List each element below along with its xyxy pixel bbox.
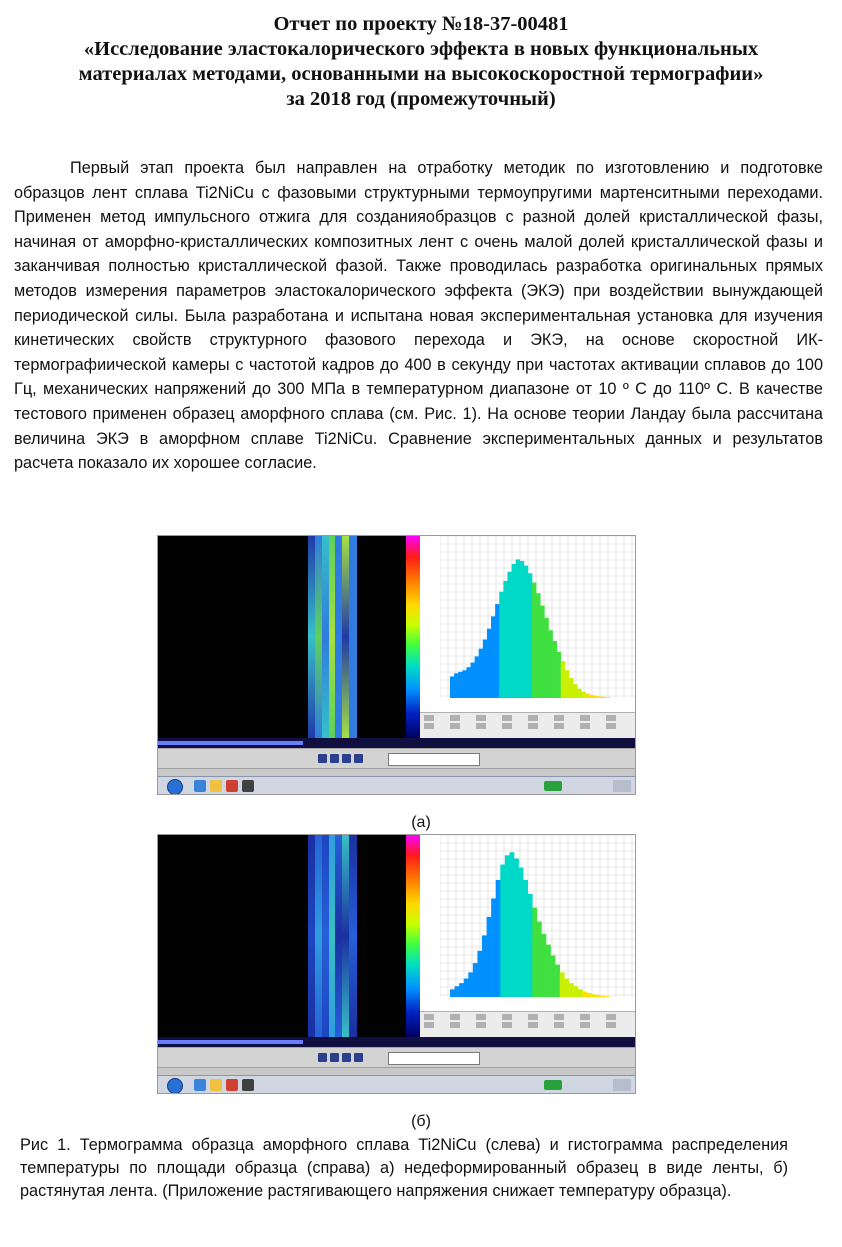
temperature-histogram xyxy=(440,835,635,1011)
histogram-bar xyxy=(548,630,552,698)
windows-taskbar xyxy=(158,1075,635,1094)
histogram-bar xyxy=(491,898,496,997)
histogram-bar xyxy=(555,965,560,997)
figure-label-b: (б) xyxy=(411,1113,431,1130)
histogram-bar xyxy=(450,676,454,698)
histogram-bar xyxy=(537,922,542,997)
histogram-bar xyxy=(454,673,458,698)
palette-scale xyxy=(420,835,440,1037)
histogram-bar xyxy=(557,652,561,698)
clock-area xyxy=(613,780,631,792)
histogram-bar xyxy=(524,566,528,698)
histogram-bar xyxy=(471,663,475,698)
temperature-palette xyxy=(406,536,420,738)
histogram-bar xyxy=(589,695,593,698)
histogram-bar xyxy=(466,667,470,698)
histogram-bar xyxy=(583,992,588,997)
histogram-bar xyxy=(606,697,610,698)
histogram-bar xyxy=(491,616,495,698)
histogram-bar xyxy=(479,649,483,698)
statistics-table xyxy=(420,1011,635,1038)
histogram-bar xyxy=(458,672,462,698)
thermogram-image xyxy=(158,536,406,738)
histogram-bar xyxy=(592,994,597,997)
histogram-bar xyxy=(585,693,589,698)
title-line-1: Отчет по проекту №18-37-00481 xyxy=(273,13,569,35)
histogram-bar xyxy=(541,934,546,997)
start-button-icon xyxy=(167,779,183,795)
tray-icon xyxy=(544,1080,562,1090)
histogram-bar xyxy=(496,880,501,997)
thermogram-strip-band xyxy=(349,835,356,1037)
histogram-bar xyxy=(500,865,505,997)
histogram-bar xyxy=(509,852,514,997)
histogram-bar xyxy=(587,993,592,997)
histogram-bar xyxy=(528,894,533,997)
title-line-3: материалах методами, основанными на высокоскоростной термографии» xyxy=(78,63,764,85)
frame-timeline xyxy=(158,738,635,748)
histogram-bar xyxy=(464,979,469,997)
histogram-bar xyxy=(605,996,610,997)
histogram-bar xyxy=(495,604,499,698)
body-paragraph: Первый этап проекта был направлен на отработку методик по изготовлению и подготовке образцов лент сплава Ti2NiCu с фазовыми структурными термоупругими мартенситными переходами. Применен метод импульсного отжига для созданияобразцов с разной долей кристаллической фазы, начиная от аморфно-кристаллических композитных лент с очень малой долей кристаллической фазы и заканчивая полностью кристаллической фазой. Также проводилась разработка оригинальных прямых методов измерения параметров эластокалорического эффекта (ЭКЭ) при воздействии вынуждающей периодической силы. Была разработана и испытана новая экспериментальная установка для изучения кинетических свойств структурного фазового перехода и ЭКЭ, на основе скоростной ИК-термографиической камеры с частотой кадров до 400 в секунду при частотах активации сплавов до 100 Гц, механических напряжений до 300 МПа в температурном диапазоне от 10 º С до 110º С. В качестве тестового применен образец аморфного сплава (см. Рис. 1). На основе теории Ландау была рассчитана величина ЭКЭ в аморфном сплаве Ti2NiCu. Сравнение экспериментальных данных и результатов расчета показало их хорошее согласие. xyxy=(14,159,823,473)
clock-area xyxy=(613,1079,631,1091)
thermography-screenshot-b xyxy=(157,834,636,1094)
player-controls xyxy=(158,748,635,769)
figure-label-a: (а) xyxy=(411,814,431,831)
histogram-bar xyxy=(532,908,537,997)
histogram-bar xyxy=(551,955,556,997)
temperature-palette xyxy=(406,835,420,1037)
histogram-bar xyxy=(573,684,577,698)
histogram-bar xyxy=(577,689,581,698)
histogram-bar xyxy=(553,641,557,698)
start-button-icon xyxy=(167,1078,183,1094)
palette-scale xyxy=(420,536,440,738)
histogram-bar xyxy=(514,858,519,997)
histogram-bar xyxy=(505,855,510,997)
temperature-histogram xyxy=(440,536,635,712)
histogram-bar xyxy=(475,656,479,698)
histogram-bar xyxy=(482,935,487,997)
thermogram-image xyxy=(158,835,406,1037)
thermogram-strip-band xyxy=(349,536,356,738)
histogram-bar xyxy=(462,670,466,698)
histogram-bar xyxy=(507,572,511,698)
report-title xyxy=(0,12,842,112)
frame-timeline xyxy=(158,1037,635,1047)
histogram-bar xyxy=(487,917,492,997)
histogram-bar xyxy=(581,692,585,698)
histogram-bar xyxy=(573,986,578,997)
histogram-bar xyxy=(487,629,491,698)
histogram-bar xyxy=(532,583,536,699)
histogram-bar xyxy=(536,593,540,698)
histogram-bar xyxy=(594,696,598,698)
histogram-bar xyxy=(473,963,478,997)
tray-icon xyxy=(544,781,562,791)
histogram-bar xyxy=(519,868,524,997)
histogram-bar xyxy=(544,618,548,698)
histogram-bar xyxy=(516,559,520,698)
histogram-bar xyxy=(598,696,602,698)
histogram-bar xyxy=(564,979,569,997)
thermography-screenshot-a xyxy=(157,535,636,795)
histogram-bar xyxy=(455,986,460,997)
histogram-bar xyxy=(602,697,606,698)
histogram-bar xyxy=(520,561,524,698)
title-line-4: за 2018 год (промежуточный) xyxy=(286,88,556,110)
histogram-bar xyxy=(569,678,573,698)
windows-taskbar xyxy=(158,776,635,795)
histogram-bar xyxy=(565,670,569,698)
histogram-bar xyxy=(546,945,551,997)
histogram-bar xyxy=(523,880,528,997)
histogram-bar xyxy=(483,639,487,698)
histogram-bar xyxy=(468,972,473,997)
histogram-bar xyxy=(561,661,565,698)
histogram-bar xyxy=(578,989,583,997)
histogram-bar xyxy=(601,996,606,997)
histogram-bar xyxy=(560,972,565,997)
histogram-bar xyxy=(596,995,601,997)
histogram-bar xyxy=(459,983,464,997)
histogram-bar xyxy=(477,951,482,997)
histogram-bar xyxy=(569,983,574,997)
histogram-bar xyxy=(503,581,507,698)
histogram-bar xyxy=(528,573,532,698)
player-controls xyxy=(158,1047,635,1068)
histogram-bar xyxy=(499,592,503,698)
histogram-bar xyxy=(450,989,455,997)
histogram-bar xyxy=(540,606,544,698)
statistics-table xyxy=(420,712,635,739)
histogram-bar xyxy=(512,564,516,698)
figure-caption: Рис 1. Термограмма образца аморфного сплава Ti2NiCu (слева) и гистограмма распределения температуры по площади образца (справа) а) недеформированный образец в виде ленты, б) растянутая лента. (Приложение растягивающего напряжения снижает температуру образца). xyxy=(20,1136,788,1201)
title-line-2: «Исследование эластокалорического эффекта в новых функциональных xyxy=(83,38,759,60)
